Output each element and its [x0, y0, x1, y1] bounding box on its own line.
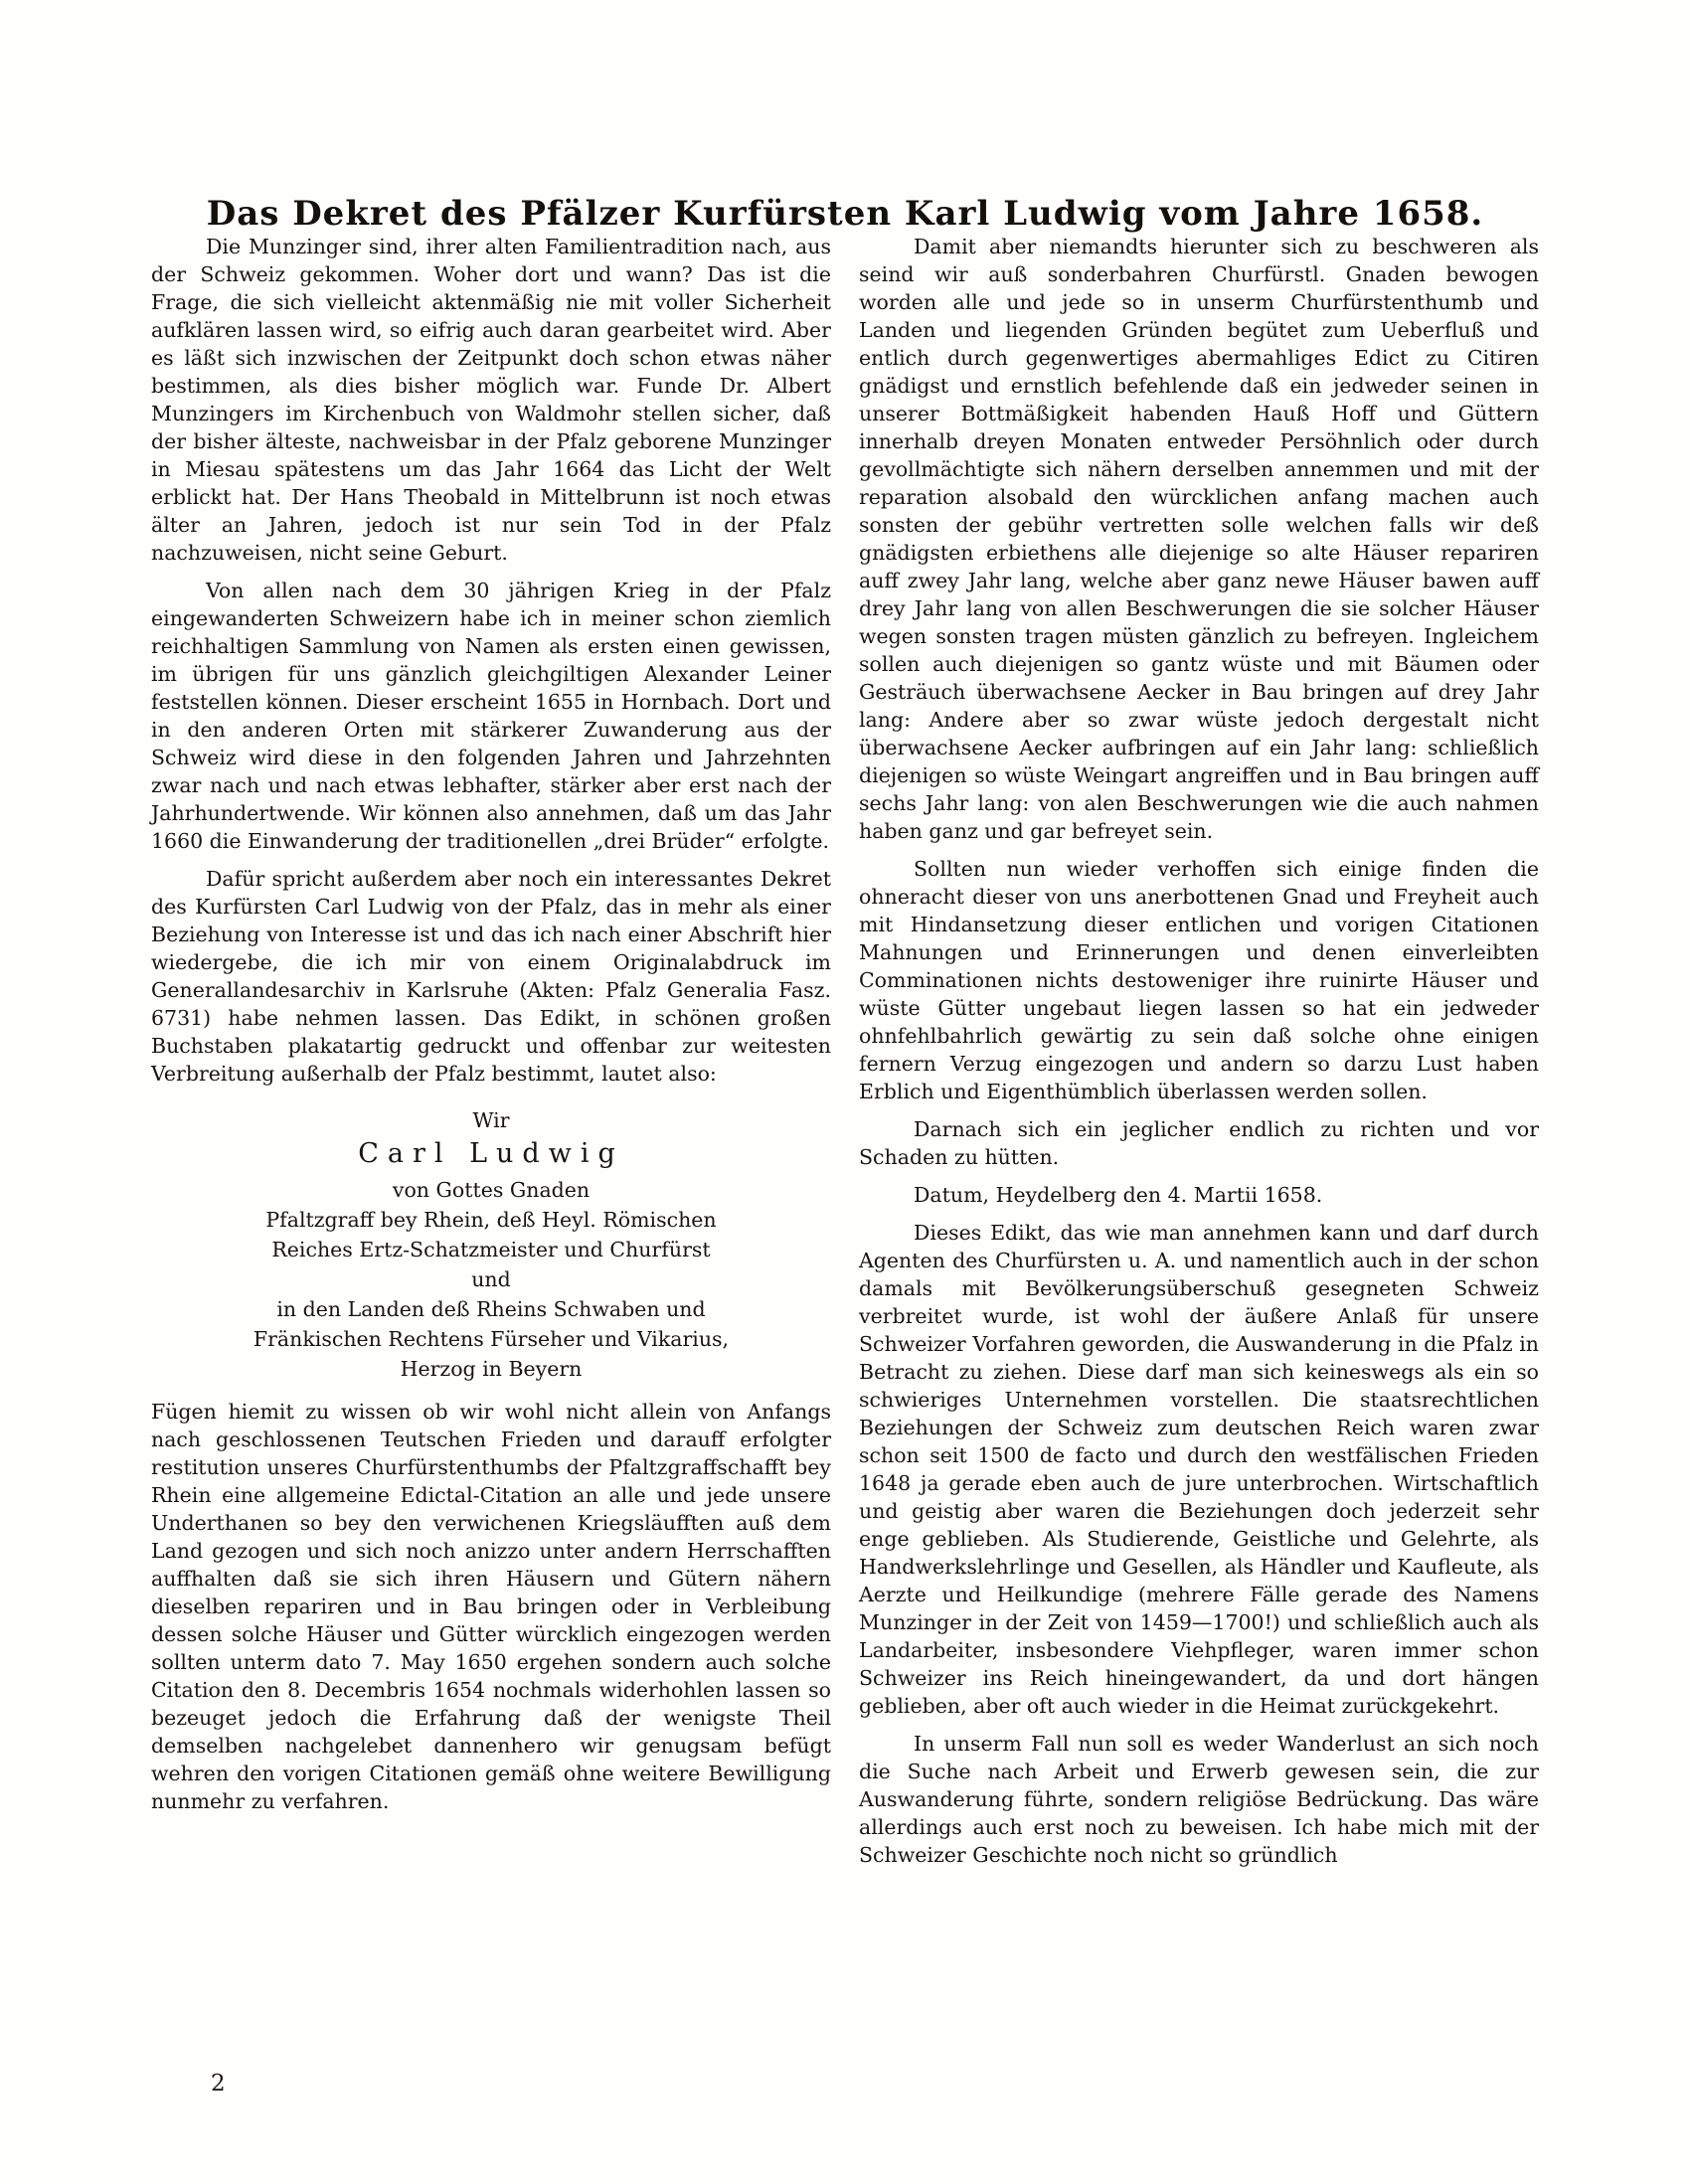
paragraph: Damit aber niemandts hierunter sich zu beschweren als seind wir auß sonderbahren Churfürstl. Gnaden bewogen worden alle und jede so in unserm Churfürstenthumb und Landen und liegenden Gründen begütet zum Ueberfluß und entlich durch gegenwertiges abermahliges Edict zu Citiren gnädigst und ernstlich befehlende daß ein jedweder seinen in unserer Bottmäßigkeit habenden Hauß Hoff und Güttern innerhalb dreyen Monaten entweder Persöhnlich oder durch gevollmächtigte sich nähern derselben annemmen und mit der reparation alsobald den würcklichen anfang machen auch sonsten der gebühr vertretten solle welchen falls wir deß gnädigsten erbiethens alle diejenige so alte Häuser repariren auff zwey Jahr lang, welche aber ganz newe Häuser bawen auff drey Jahr lang von allen Beschwerungen die sie solcher Häuser wegen sonsten tragen müsten gänzlich zu befreyen. Ingleichem sollen auch diejenigen so gantz wüste und mit Bäumen oder Gesträuch überwachsene Aecker in Bau bringen auf drey Jahr lang: Andere aber so zwar wüste jedoch dergestalt nicht überwachsene Aecker aufbringen auf ein Jahr lang: schließlich diejenigen so wüste Weingart angreiffen und in Bau bringen auff sechs Jahr lang: von alen Beschwerungen wie die auch nahmen haben ganz und gar befreyet sein. — [859, 235, 1539, 843]
datum-line: Datum, Heydelberg den 4. Martii 1658. — [914, 1183, 1323, 1207]
proclamation-line: und — [471, 1267, 511, 1291]
proclamation-name-line: Carl Ludwig — [358, 1138, 624, 1169]
proclamation-line: von Gottes Gnaden — [392, 1178, 591, 1202]
paragraph: Fügen hiemit zu wissen ob wir wohl nicht allein von Anfangs nach geschlossenen Teutschen Frieden und darauff erfolgter restitution unseres Churfürstenthumbs der Pfaltzgraffschafft bey Rhein eine allgemeine Edictal-Citation an alle und jede unsere Underthanen so bey den verwichenen Kriegsläufften auß dem Land gezogen und sich noch anizzo unter andern Herrschafften auffhalten daß sie sich ihren Häusern und Gütern nähern dieselben repariren und in Bau bringen oder in Verbleibung dessen solche Häuser und Gütter würcklich eingezogen werden sollten unterm dato 7. May 1650 ergehen sondern auch solche Citation den 8. Decembris 1654 nochmals widerhohlen lassen so bezeuget jedoch die Erfahrung daß der wenigste Theil demselben nachgelebet dannenhero wir genugsam befügt wehren den vorigen Citationen gemäß ohne weitere Bewilligung nunmehr zu verfahren. — [151, 1400, 831, 1813]
page-title: Das Dekret des Pfälzer Kurfürsten Karl Ludwig vom Jahre 1658. — [206, 193, 1484, 234]
paragraph: Von allen nach dem 30 jährigen Krieg in der Pfalz eingewanderten Schweizern habe ich in meiner schon ziemlich reichhaltigen Sammlung von Namen als ersten einen gewissen, im übrigen für uns gänzlich gleichgiltigen Alexander Leiner feststellen können. Dieser erscheint 1655 in Hornbach. Dort und in den anderen Orten mit stärkerer Zuwanderung aus der Schweiz wird diese in den folgenden Jahren und Jahrzehnten zwar nach und nach etwas lebhafter, stärker aber erst nach der Jahrhundertwende. Wir können also annehmen, daß um das Jahr 1660 die Einwanderung der traditionellen „drei Brüder“ erfolgte. — [151, 579, 831, 853]
proclamation-line: Herzog in Beyern — [400, 1357, 583, 1381]
proclamation-line: Reiches Ertz-Schatzmeister und Churfürst — [271, 1238, 711, 1261]
left-column — [151, 233, 831, 1825]
page-number: 2 — [211, 2071, 226, 2097]
proclamation-line: Wir — [472, 1108, 510, 1132]
paragraph: Dafür spricht außerdem aber noch ein interessantes Dekret des Kurfürsten Carl Ludwig von der Pfalz, das in mehr als einer Beziehung von Interesse ist und das ich nach einer Abschrift hier wiedergebe, die ich mir von einem Originalabdruck im Generallandesarchiv in Karlsruhe (Akten: Pfalz Generalia Fasz. 6731) habe nehmen lassen. Das Edikt, in schönen großen Buchstaben plakatartig gedruckt und offenbar zur weitesten Verbreitung außerhalb der Pfalz bestimmt, lautet also: — [151, 867, 831, 1086]
proclamation-line: Pfaltzgraff bey Rhein, deß Heyl. Römischen — [265, 1208, 717, 1232]
proclamation-heading — [151, 1105, 831, 1384]
paragraph: Dieses Edikt, das wie man annehmen kann und darf durch Agenten des Churfürsten u. A. und namentlich auch in der schon damals mit Bevölkerungsüberschuß gesegneten Schweiz verbreitet wurde, ist wohl der äußere Anlaß für unsere Schweizer Vorfahren geworden, die Auswanderung in die Pfalz in Betracht zu ziehen. Diese darf man sich keineswegs als ein so schwieriges Unternehmen vorstellen. Die staatsrechtlichen Beziehungen der Schweiz zum deutschen Reich waren zwar schon seit 1500 de facto und durch den westfälischen Frieden 1648 ja gerade eben auch de jure unterbrochen. Wirtschaftlich und geistig aber waren die Beziehungen doch jederzeit sehr enge geblieben. Als Studierende, Geistliche und Gelehrte, als Handwerkslehrlinge und Gesellen, als Händler und Kaufleute, als Aerzte und Heilkundige (mehrere Fälle gerade des Namens Munzinger in der Zeit von 1459—1700!) und schließlich auch als Landarbeiter, insbesondere Viehpfleger, waren immer schon Schweizer ins Reich hineingewandert, da und dort hängen geblieben, aber oft auch wieder in die Heimat zurückgekehrt. — [859, 1221, 1539, 1718]
paragraph: Sollten nun wieder verhoffen sich einige finden die ohneracht dieser von uns anerbottenen Gnad und Freyheit auch mit Hindansetzung dieser entlichen und vorigen Citationen Mahnungen und Erinnerungen und denen einverleibten Comminationen nichts destoweniger ihre ruinirte Häuser und wüste Gütter ungebaut liegen lassen so hat ein jedweder ohnfehlbahrlich gewärtig zu sein daß solche ohne einigen fernern Verzug eingezogen und andern so darzu Lust haben Erblich und Eigenthümblich überlassen werden sollen. — [859, 857, 1539, 1103]
paragraph: In unserm Fall nun soll es weder Wanderlust an sich noch die Suche nach Arbeit und Erwerb gewesen sein, die zur Auswanderung führte, sondern religiöse Bedrückung. Das wäre allerdings auch erst noch zu beweisen. Ich habe mich mit der Schweizer Geschichte noch nicht so gründlich — [859, 1732, 1539, 1867]
right-column — [859, 233, 1539, 1879]
paragraph: Darnach sich ein jeglicher endlich zu richten und vor Schaden zu hütten. — [859, 1117, 1539, 1169]
paragraph: Die Munzinger sind, ihrer alten Familientradition nach, aus der Schweiz gekommen. Woher dort und wann? Das ist die Frage, die sich vielleicht aktenmäßig nie mit voller Sicherheit aufklären lassen wird, so eifrig auch daran gearbeitet wird. Aber es läßt sich inzwischen der Zeitpunkt doch schon etwas näher bestimmen, als dies bisher möglich war. Funde Dr. Albert Munzingers im Kirchenbuch von Waldmohr stellen sicher, daß der bisher älteste, nachweisbar in der Pfalz geborene Munzinger in Miesau spätestens um das Jahr 1664 das Licht der Welt erblickt hat. Der Hans Theobald in Mittelbrunn ist noch etwas älter an Jahren, jedoch ist nur sein Tod in der Pfalz nachzuweisen, nicht seine Geburt. — [151, 235, 831, 565]
proclamation-line: in den Landen deß Rheins Schwaben und — [276, 1297, 706, 1321]
proclamation-line: Fränkischen Rechtens Fürseher und Vikarius, — [253, 1327, 730, 1351]
